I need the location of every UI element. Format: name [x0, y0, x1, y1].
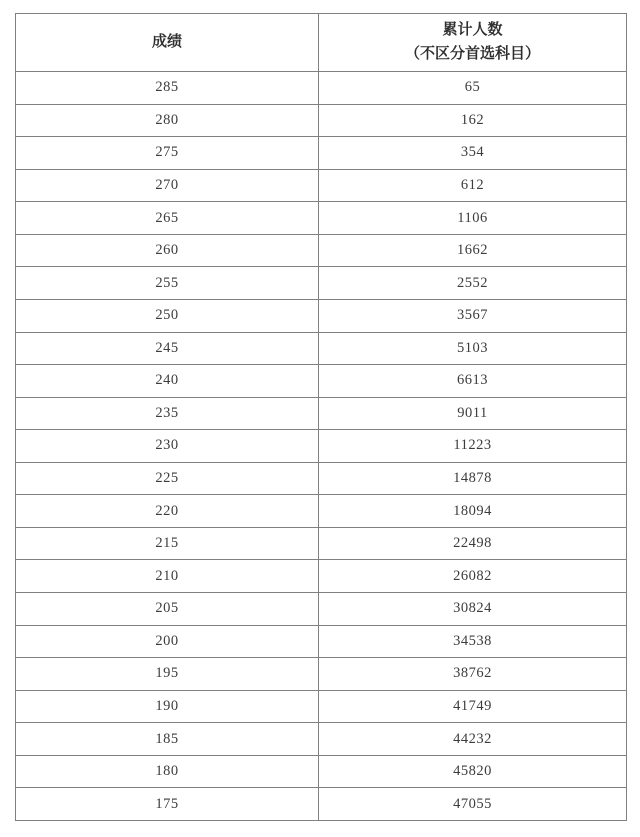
score-cell: 220 [16, 495, 319, 528]
table-row [16, 723, 627, 756]
cumulative-count-cell: 47055 [319, 788, 627, 821]
score-cell: 175 [16, 788, 319, 821]
table-row [16, 267, 627, 300]
score-cell: 280 [16, 104, 319, 137]
cumulative-count-cell: 1106 [319, 202, 627, 235]
score-cell: 235 [16, 397, 319, 430]
score-cell: 245 [16, 332, 319, 365]
cumulative-count-cell: 354 [319, 137, 627, 170]
table-row [16, 462, 627, 495]
score-cell: 180 [16, 755, 319, 788]
cumulative-count-cell: 612 [319, 169, 627, 202]
score-cell: 225 [16, 462, 319, 495]
cumulative-count-cell: 38762 [319, 658, 627, 691]
cumulative-count-cell: 5103 [319, 332, 627, 365]
score-cell: 285 [16, 72, 319, 105]
cumulative-count-cell: 34538 [319, 625, 627, 658]
cumulative-count-column-header [319, 14, 627, 72]
score-cell: 265 [16, 202, 319, 235]
table-row [16, 527, 627, 560]
score-column-label: 成绩 [151, 33, 182, 50]
score-cell: 270 [16, 169, 319, 202]
table-row [16, 299, 627, 332]
cumulative-count-label-line2: （不区分首选科目） [404, 45, 540, 62]
score-cell: 215 [16, 527, 319, 560]
cumulative-count-cell: 11223 [319, 430, 627, 463]
table-row [16, 495, 627, 528]
cumulative-count-cell: 44232 [319, 723, 627, 756]
table-row [16, 169, 627, 202]
cumulative-count-cell: 18094 [319, 495, 627, 528]
score-cell: 240 [16, 365, 319, 398]
table-row [16, 72, 627, 105]
table-row [16, 202, 627, 235]
score-cell: 195 [16, 658, 319, 691]
table-row [16, 690, 627, 723]
table-row [16, 625, 627, 658]
table-row [16, 788, 627, 821]
cumulative-count-cell: 45820 [319, 755, 627, 788]
cumulative-count-cell: 1662 [319, 234, 627, 267]
table-row [16, 658, 627, 691]
cumulative-count-cell: 41749 [319, 690, 627, 723]
cumulative-count-cell: 65 [319, 72, 627, 105]
table-row [16, 332, 627, 365]
table-row [16, 430, 627, 463]
table-row [16, 560, 627, 593]
table-row [16, 104, 627, 137]
score-cell: 185 [16, 723, 319, 756]
header-row [16, 14, 627, 72]
cumulative-count-cell: 14878 [319, 462, 627, 495]
cumulative-count-cell: 3567 [319, 299, 627, 332]
cumulative-count-cell: 162 [319, 104, 627, 137]
score-cell: 210 [16, 560, 319, 593]
score-cell: 205 [16, 593, 319, 626]
cumulative-count-cell: 22498 [319, 527, 627, 560]
table-row [16, 397, 627, 430]
score-cell: 190 [16, 690, 319, 723]
cumulative-count-label-line1: 累计人数 [442, 22, 503, 39]
table-row [16, 137, 627, 170]
table-row [16, 234, 627, 267]
score-cell: 230 [16, 430, 319, 463]
score-column-header [16, 14, 319, 72]
table-row [16, 755, 627, 788]
score-distribution-table [15, 13, 627, 821]
score-cell: 255 [16, 267, 319, 300]
score-cell: 260 [16, 234, 319, 267]
table-row [16, 365, 627, 398]
cumulative-count-cell: 6613 [319, 365, 627, 398]
score-cell: 200 [16, 625, 319, 658]
cumulative-count-cell: 26082 [319, 560, 627, 593]
score-cell: 250 [16, 299, 319, 332]
table-row [16, 593, 627, 626]
table-body [16, 72, 627, 821]
cumulative-count-cell: 9011 [319, 397, 627, 430]
cumulative-count-cell: 30824 [319, 593, 627, 626]
score-cell: 275 [16, 137, 319, 170]
cumulative-count-cell: 2552 [319, 267, 627, 300]
table-header [16, 14, 627, 72]
